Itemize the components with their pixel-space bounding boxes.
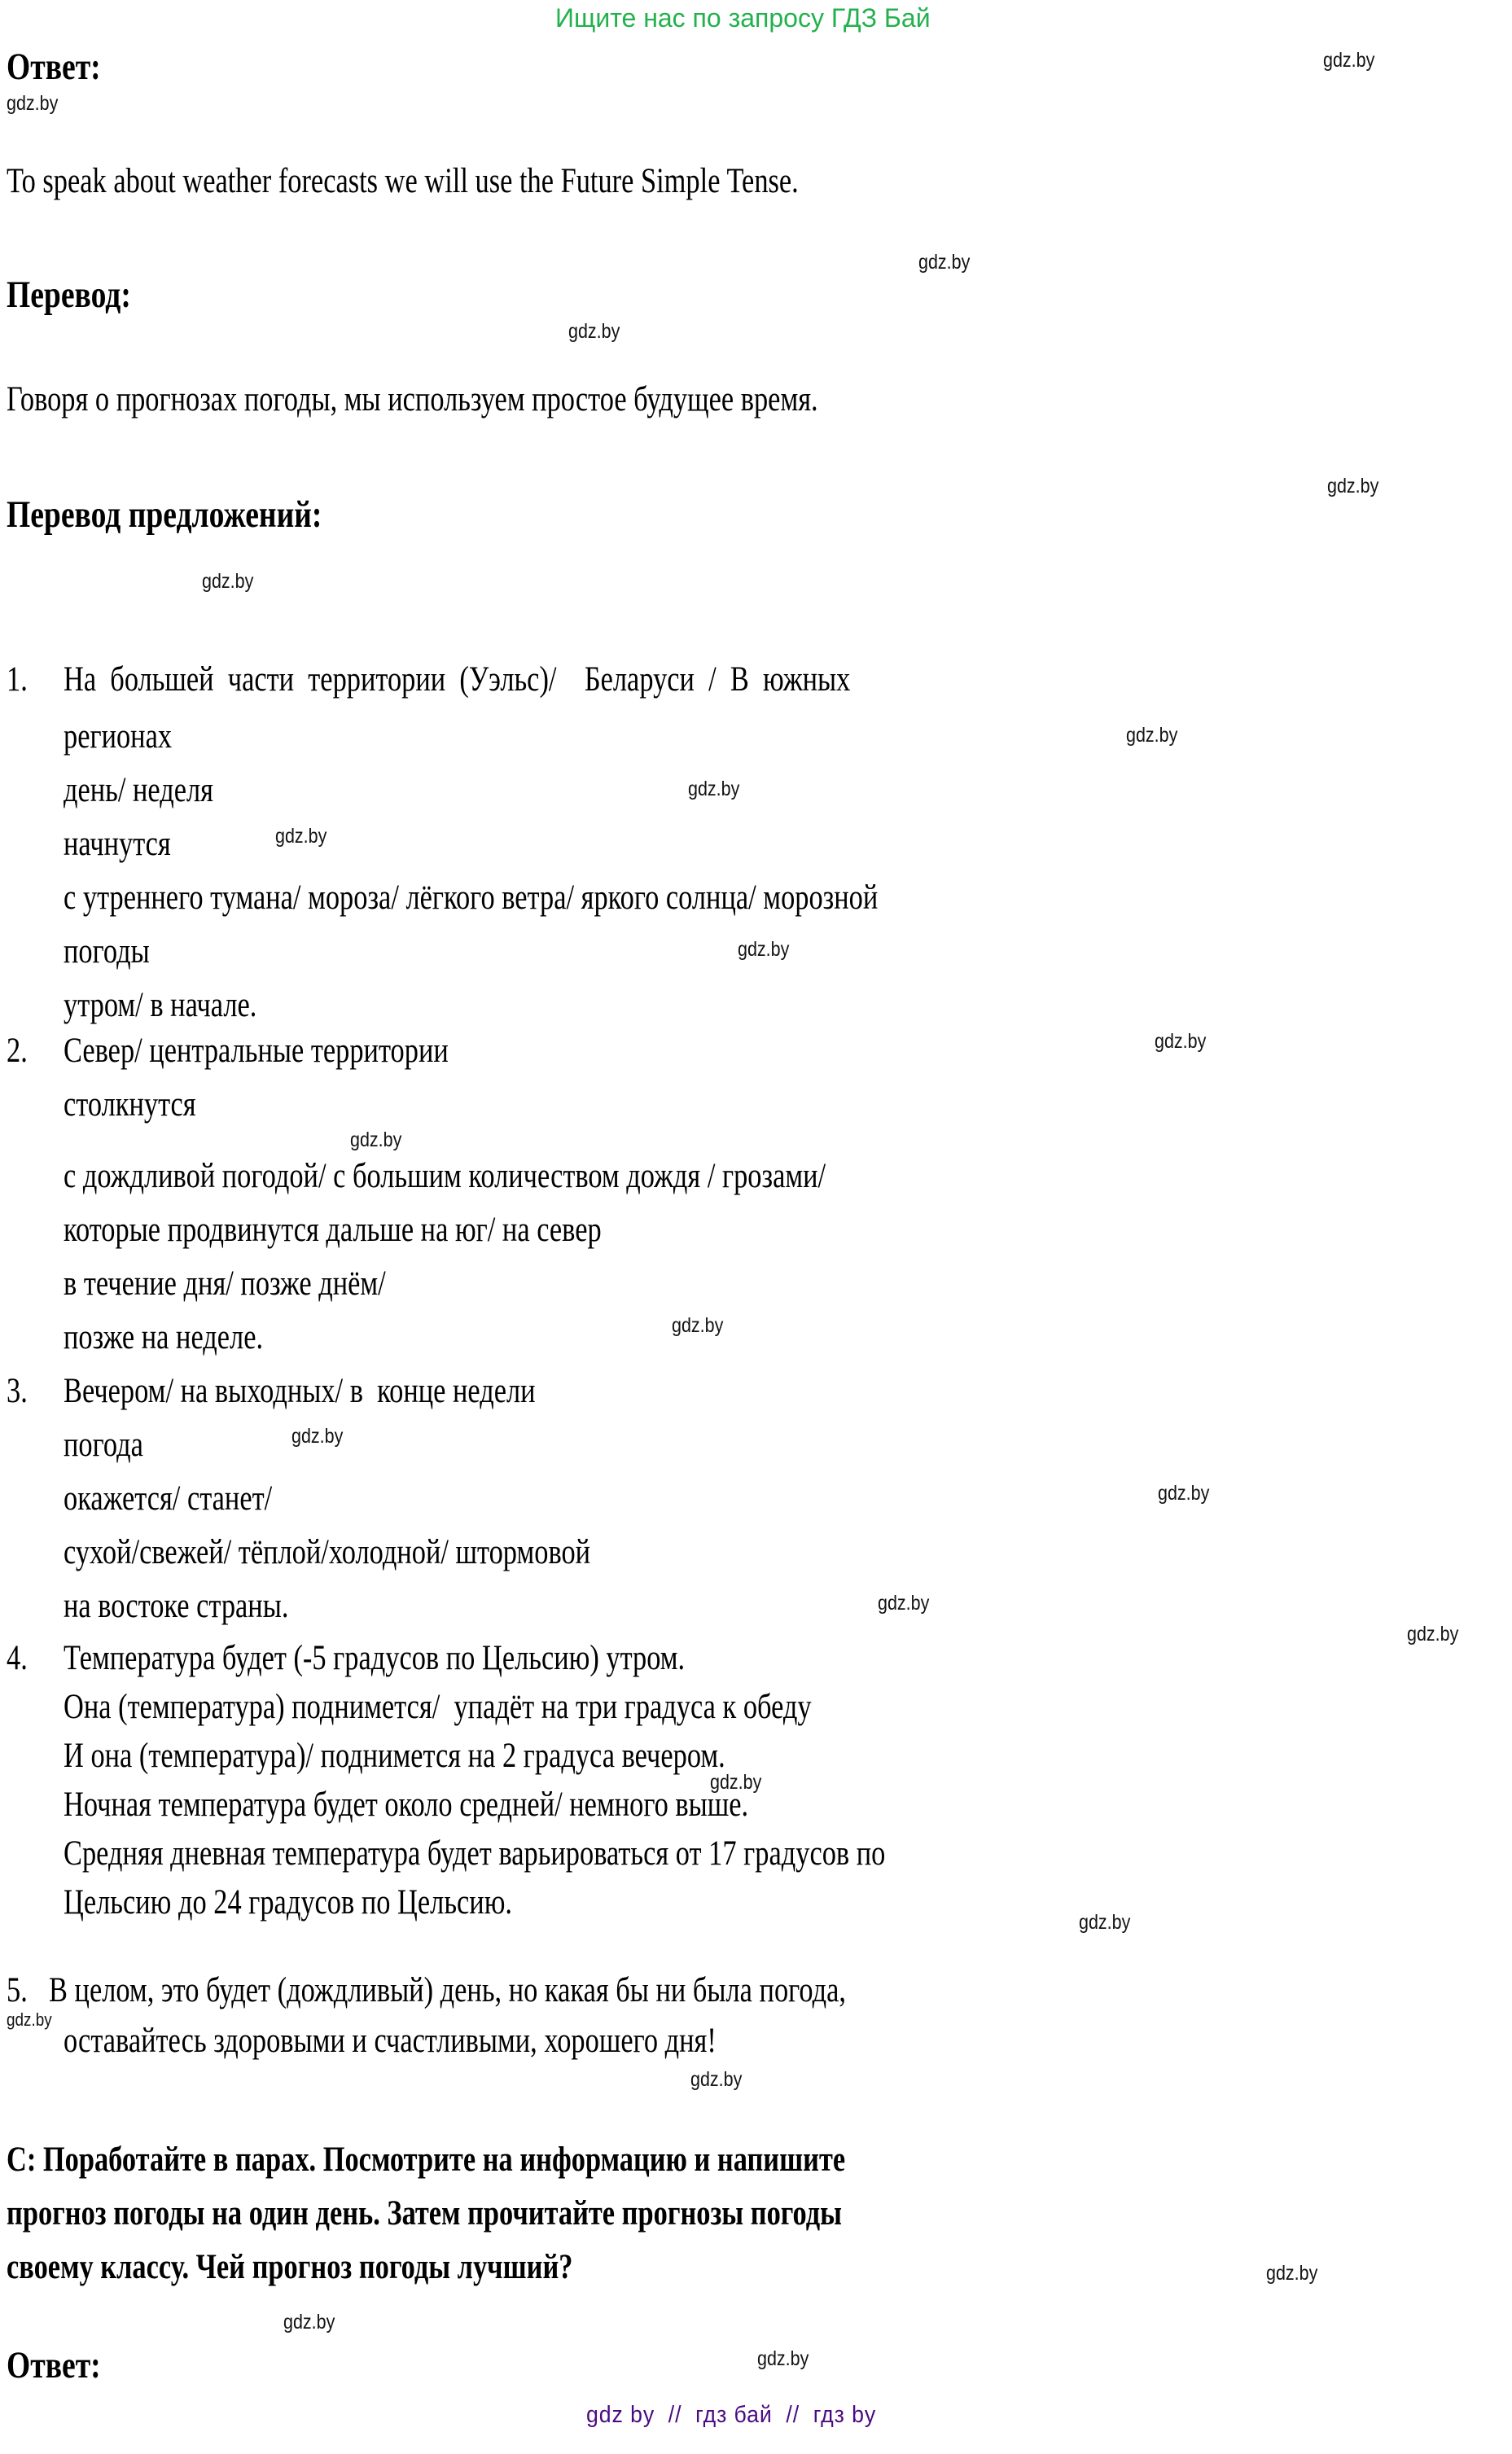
promo-header: Ищите нас по запросу ГДЗ Бай — [555, 3, 931, 33]
list-item: окажется/ станет/ — [64, 1479, 273, 1518]
watermark: gdz.by — [283, 2311, 335, 2333]
watermark: gdz.by — [672, 1314, 724, 1337]
list-item: погода — [64, 1426, 143, 1464]
watermark: gdz.by — [1155, 1030, 1207, 1053]
watermark: gdz.by — [1327, 475, 1379, 497]
list-item: день/ неделя — [64, 771, 214, 809]
list-marker-3: 3. — [7, 1372, 28, 1410]
watermark: gdz.by — [690, 2068, 743, 2091]
task-c-line: прогноз погоды на один день. Затем прочитайте прогнозы погоды — [7, 2194, 843, 2233]
list-marker-2: 2. — [7, 1032, 28, 1070]
list-item: Средняя дневная температура будет варьироваться от 17 градусов по — [64, 1834, 886, 1873]
watermark: gdz.by — [275, 825, 327, 848]
watermark: gdz.by — [568, 320, 620, 343]
list-item: сухой/свежей/ тёплой/холодной/ штормовой — [64, 1533, 591, 1571]
watermark: gdz.by — [1323, 49, 1375, 72]
list-item: И она (температура)/ поднимется на 2 градуса вечером. — [64, 1737, 725, 1775]
list-item: регионах — [64, 717, 173, 756]
watermark: gdz.by — [710, 1771, 762, 1794]
list-item: Она (температура) поднимется/ упадёт на три градуса к обеду — [64, 1688, 812, 1726]
list-item: с дождливой погодой/ с большим количеством дождя / грозами/ — [64, 1157, 826, 1195]
list-item: В целом, это будет (дождливый) день, но какая бы ни была погода, — [49, 1971, 846, 2009]
list-item: На большей части территории (Уэльс)/ Беларуси / В южных — [64, 660, 851, 699]
list-item: позже на неделе. — [64, 1318, 264, 1356]
list-item: в течение дня/ позже днём/ — [64, 1264, 386, 1303]
russian-sentence: Говоря о прогнозах погоды, мы используем простое будущее время. — [7, 380, 818, 418]
footer-links[interactable]: gdz by // гдз бай // гдз by — [586, 2402, 877, 2428]
watermark: gdz.by — [7, 2009, 52, 2030]
heading-translation: Перевод: — [7, 274, 131, 316]
watermark: gdz.by — [738, 938, 790, 961]
list-item: на востоке страны. — [64, 1587, 289, 1625]
watermark: gdz.by — [202, 570, 254, 593]
watermark: gdz.by — [7, 92, 59, 115]
task-c-line: С: Поработайте в парах. Посмотрите на информацию и напишите — [7, 2141, 846, 2179]
list-item: утром/ в начале. — [64, 986, 257, 1024]
watermark: gdz.by — [1407, 1623, 1459, 1645]
watermark: gdz.by — [1079, 1911, 1131, 1934]
list-item: Температура будет (-5 градусов по Цельсию) утром. — [64, 1639, 686, 1677]
watermark: gdz.by — [688, 778, 740, 800]
list-item: оставайтесь здоровыми и счастливыми, хорошего дня! — [64, 2022, 717, 2060]
watermark: gdz.by — [757, 2347, 809, 2370]
list-item: столкнутся — [64, 1085, 196, 1124]
watermark: gdz.by — [350, 1128, 402, 1151]
list-item: начнутся — [64, 825, 171, 863]
heading-sentences-translation: Перевод предложений: — [7, 493, 322, 536]
list-item: Ночная температура будет около средней/ немного выше. — [64, 1786, 749, 1824]
page-title-answer-top: Ответ: — [7, 46, 101, 88]
watermark: gdz.by — [1158, 1482, 1210, 1505]
watermark: gdz.by — [291, 1425, 344, 1448]
list-item: которые продвинутся дальше на юг/ на север — [64, 1211, 602, 1249]
list-item: Цельсию до 24 градусов по Цельсию. — [64, 1883, 512, 1922]
page-title-answer-bottom: Ответ: — [7, 2344, 101, 2386]
task-c-line: своему классу. Чей прогноз погоды лучший? — [7, 2248, 573, 2286]
list-item: с утреннего тумана/ мороза/ лёгкого ветра/ яркого солнца/ морозной — [64, 879, 879, 917]
watermark: gdz.by — [1126, 724, 1178, 747]
list-item: погоды — [64, 932, 150, 971]
watermark: gdz.by — [918, 251, 971, 274]
list-marker-5: 5. — [7, 1971, 28, 2009]
watermark: gdz.by — [1266, 2262, 1318, 2285]
list-item: Север/ центральные территории — [64, 1032, 449, 1070]
english-sentence: To speak about weather forecasts we will use the Future Simple Tense. — [7, 162, 799, 200]
watermark: gdz.by — [878, 1592, 930, 1615]
list-marker-4: 4. — [7, 1639, 28, 1677]
list-marker-1: 1. — [7, 660, 28, 699]
list-item: Вечером/ на выходных/ в конце недели — [64, 1372, 536, 1410]
